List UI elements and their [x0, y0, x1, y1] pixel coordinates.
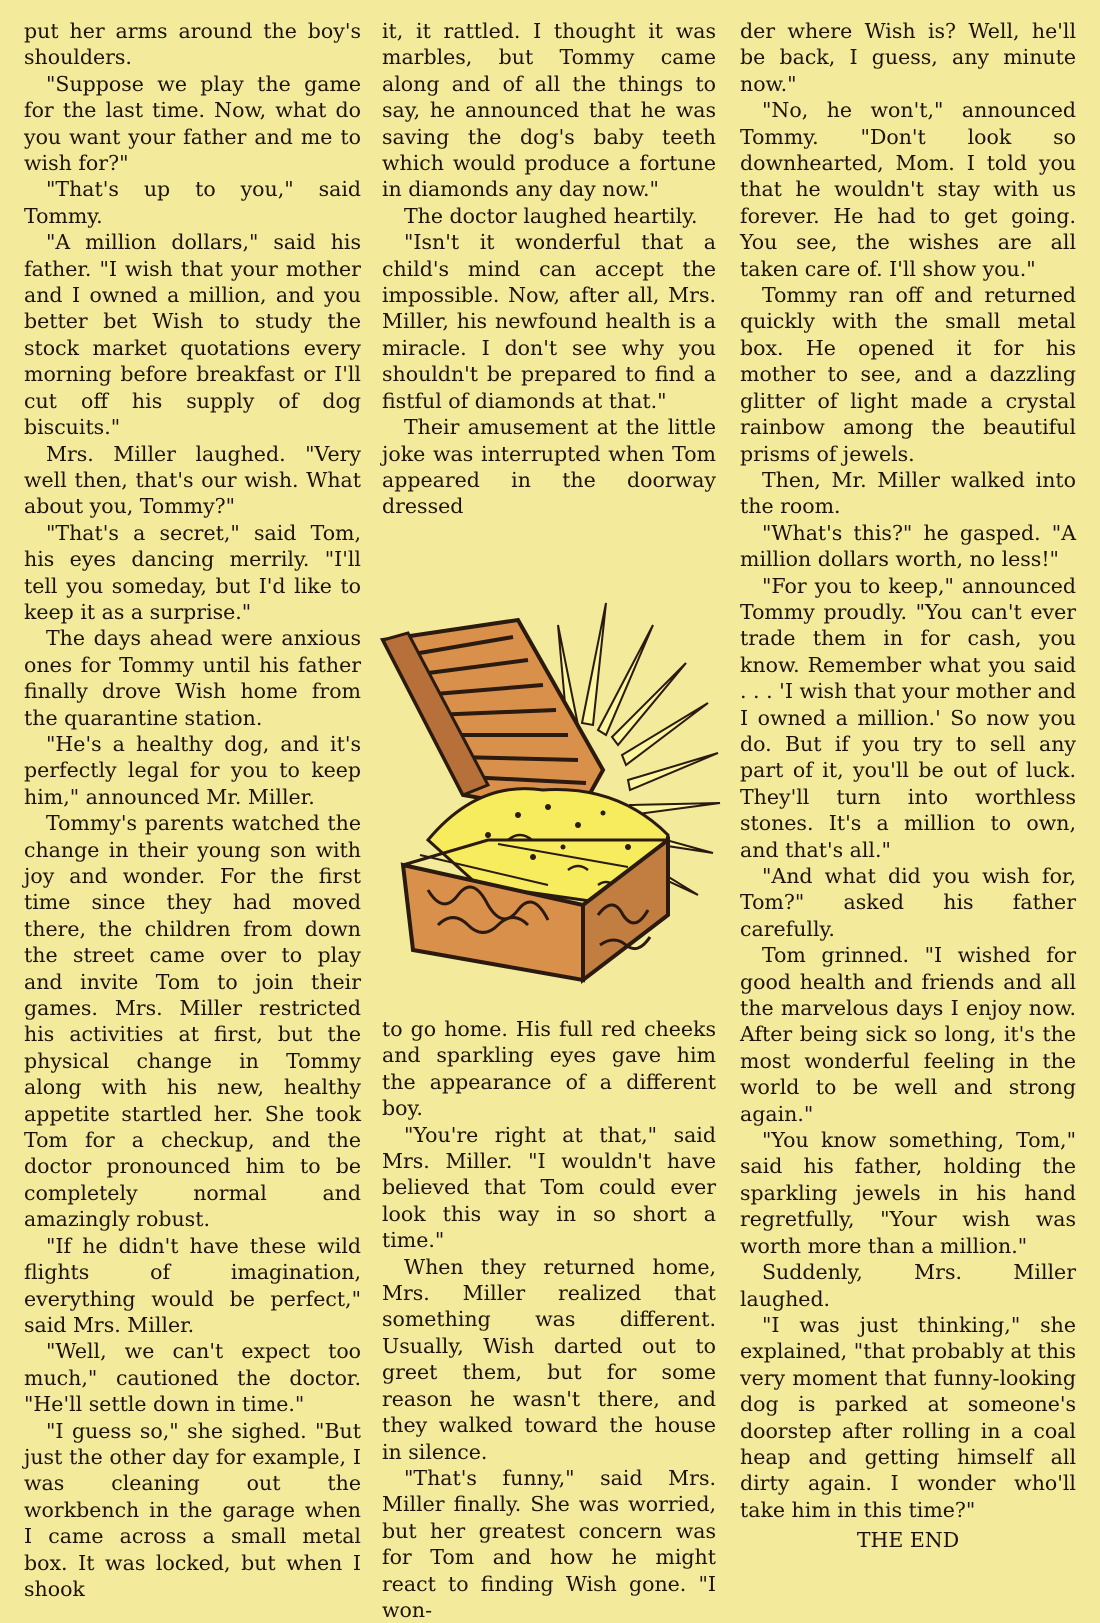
- paragraph: "And what did you wish for, Tom?" asked his father carefully.: [740, 864, 1076, 941]
- treasure-chest-icon: [383, 603, 720, 980]
- paragraph: "If he didn't have these wild flights of imagination, everything would be perfect," said Mrs. Miller.: [24, 1233, 361, 1337]
- paragraph: Suddenly, Mrs. Miller laughed.: [740, 1260, 1076, 1311]
- paragraph: "What's this?" he gasped. "A million dollars worth, no less!": [740, 520, 1076, 572]
- paragraph: "That's funny," said Mrs. Miller finally. She was worried, but her greatest concern was for Tom and how he might react to finding Wish gone. "I won-: [382, 1465, 716, 1622]
- the-end-label: THE END: [856, 1528, 960, 1553]
- paragraph: Tommy's parents watched the change in their young son with joy and wonder. For the first time since they had moved there, the children from down the street came over to play and invite Tom to join their games. Mrs. Miller restricted his activities at first, but the physical change in Tommy along with his new, healthy appetite startled her. She took Tom for a checkup, and the doctor pronounced him to be completely normal and amazingly robust.: [24, 811, 361, 1232]
- paragraph: to go home. His full red cheeks and sparkling eyes gave him the appearance of a different boy.: [382, 1017, 716, 1121]
- paragraph: it, it rattled. I thought it was marbles, but Tommy came along and of all the things to say, he announced that he was saving the dog's baby teeth which would produce a fortune in diamonds any day now.": [382, 19, 716, 202]
- paragraph: Their amusement at the little joke was interrupted when Tom appeared in the doorway dressed: [382, 415, 716, 519]
- paragraph: "I guess so," she sighed. "But just the other day for example, I was cleaning out the workbench in the garage when I came across a small metal box. It was locked, but when I shook: [24, 1418, 361, 1601]
- paragraph: "You're right at that," said Mrs. Miller. "I wouldn't have believed that Tom could ever look this way in so short a time.": [382, 1122, 716, 1253]
- paragraph: "I was just thinking," she explained, "that probably at this very moment that funny-looking dog is parked at someone's doorstep after rolling in a coal heap and getting himself all dirty again. I wonder who'll take him in this time?": [740, 1312, 1076, 1522]
- paragraph: The days ahead were anxious ones for Tommy until his father finally drove Wish home from the quarantine station.: [24, 626, 361, 730]
- paragraph: The doctor laughed heartily.: [404, 203, 698, 228]
- paragraph: "A million dollars," said his father. "I wish that your mother and I owned a million, and you better bet Wish to study the stock market quotations every morning before breakfast or I'll cut off his supply of dog biscuits.": [24, 230, 361, 440]
- paragraph: der where Wish is? Well, he'll be back, I guess, any minute now.": [740, 19, 1076, 96]
- paragraph: put her arms around the boy's shoulders.: [24, 19, 361, 70]
- paragraph: "You know something, Tom," said his father, holding the sparkling jewels in his hand regretfully, "Your wish was worth more than a million.": [740, 1128, 1076, 1258]
- text-column-middle-bottom: [382, 1016, 716, 1623]
- text-column-left: [24, 18, 361, 1602]
- paragraph: "Well, we can't expect too much," cautioned the doctor. "He'll settle down in time.": [24, 1339, 361, 1417]
- paragraph: "Isn't it wonderful that a child's mind can accept the impossible. Now, after all, Mrs. Miller, his newfound health is a miracle. I don't see why you shouldn't be prepared to find a fistful of diamonds at that.": [382, 230, 716, 413]
- paragraph: "Suppose we play the game for the last time. Now, what do you want your father and me to wish for?": [24, 71, 361, 176]
- paragraph: "No, he won't," announced Tommy. "Don't look so downhearted, Mom. I told you that he wouldn't stay with us forever. He had to get going. You see, the wishes are all taken care of. I'll show you.": [740, 98, 1076, 281]
- paragraph: When they returned home, Mrs. Miller realized that something was different. Usually, Wish darted out to greet them, but for some reason he wasn't there, and they walked toward the house in silence.: [382, 1254, 716, 1464]
- paragraph: Tommy ran off and returned quickly with the small metal box. He opened it for his mother to see, and a dazzling glitter of light made a crystal rainbow among the beautiful prisms of jewels.: [740, 283, 1076, 466]
- text-column-middle-top: [382, 18, 716, 520]
- text-column-right: [740, 18, 1076, 1554]
- paragraph: "He's a healthy dog, and it's perfectly legal for you to keep him," announced Mr. Miller.: [24, 731, 361, 809]
- paragraph: "That's a secret," said Tom, his eyes dancing merrily. "I'll tell you someday, but I'd like to keep it as a surprise.": [24, 520, 361, 624]
- paragraph: Then, Mr. Miller walked into the room.: [740, 467, 1076, 519]
- treasure-chest-illustration: [368, 585, 728, 1005]
- paragraph: "That's up to you," said Tommy.: [24, 177, 361, 228]
- paragraph: Mrs. Miller laughed. "Very well then, that's our wish. What about you, Tommy?": [24, 441, 361, 519]
- paragraph: Tom grinned. "I wished for good health and friends and all the marvelous days I enjoy now. After being sick so long, it's the most wonderful feeling in the world to be well and strong again.": [740, 943, 1076, 1126]
- paragraph: "For you to keep," announced Tommy proudly. "You can't ever trade them in for cash, you know. Remember what you said . . . 'I wish that your mother and I owned a million.' So now you do. But if you try to sell any part of it, you'll be out of luck. They'll turn into worthless stones. It's a million to own, and that's all.": [740, 573, 1076, 862]
